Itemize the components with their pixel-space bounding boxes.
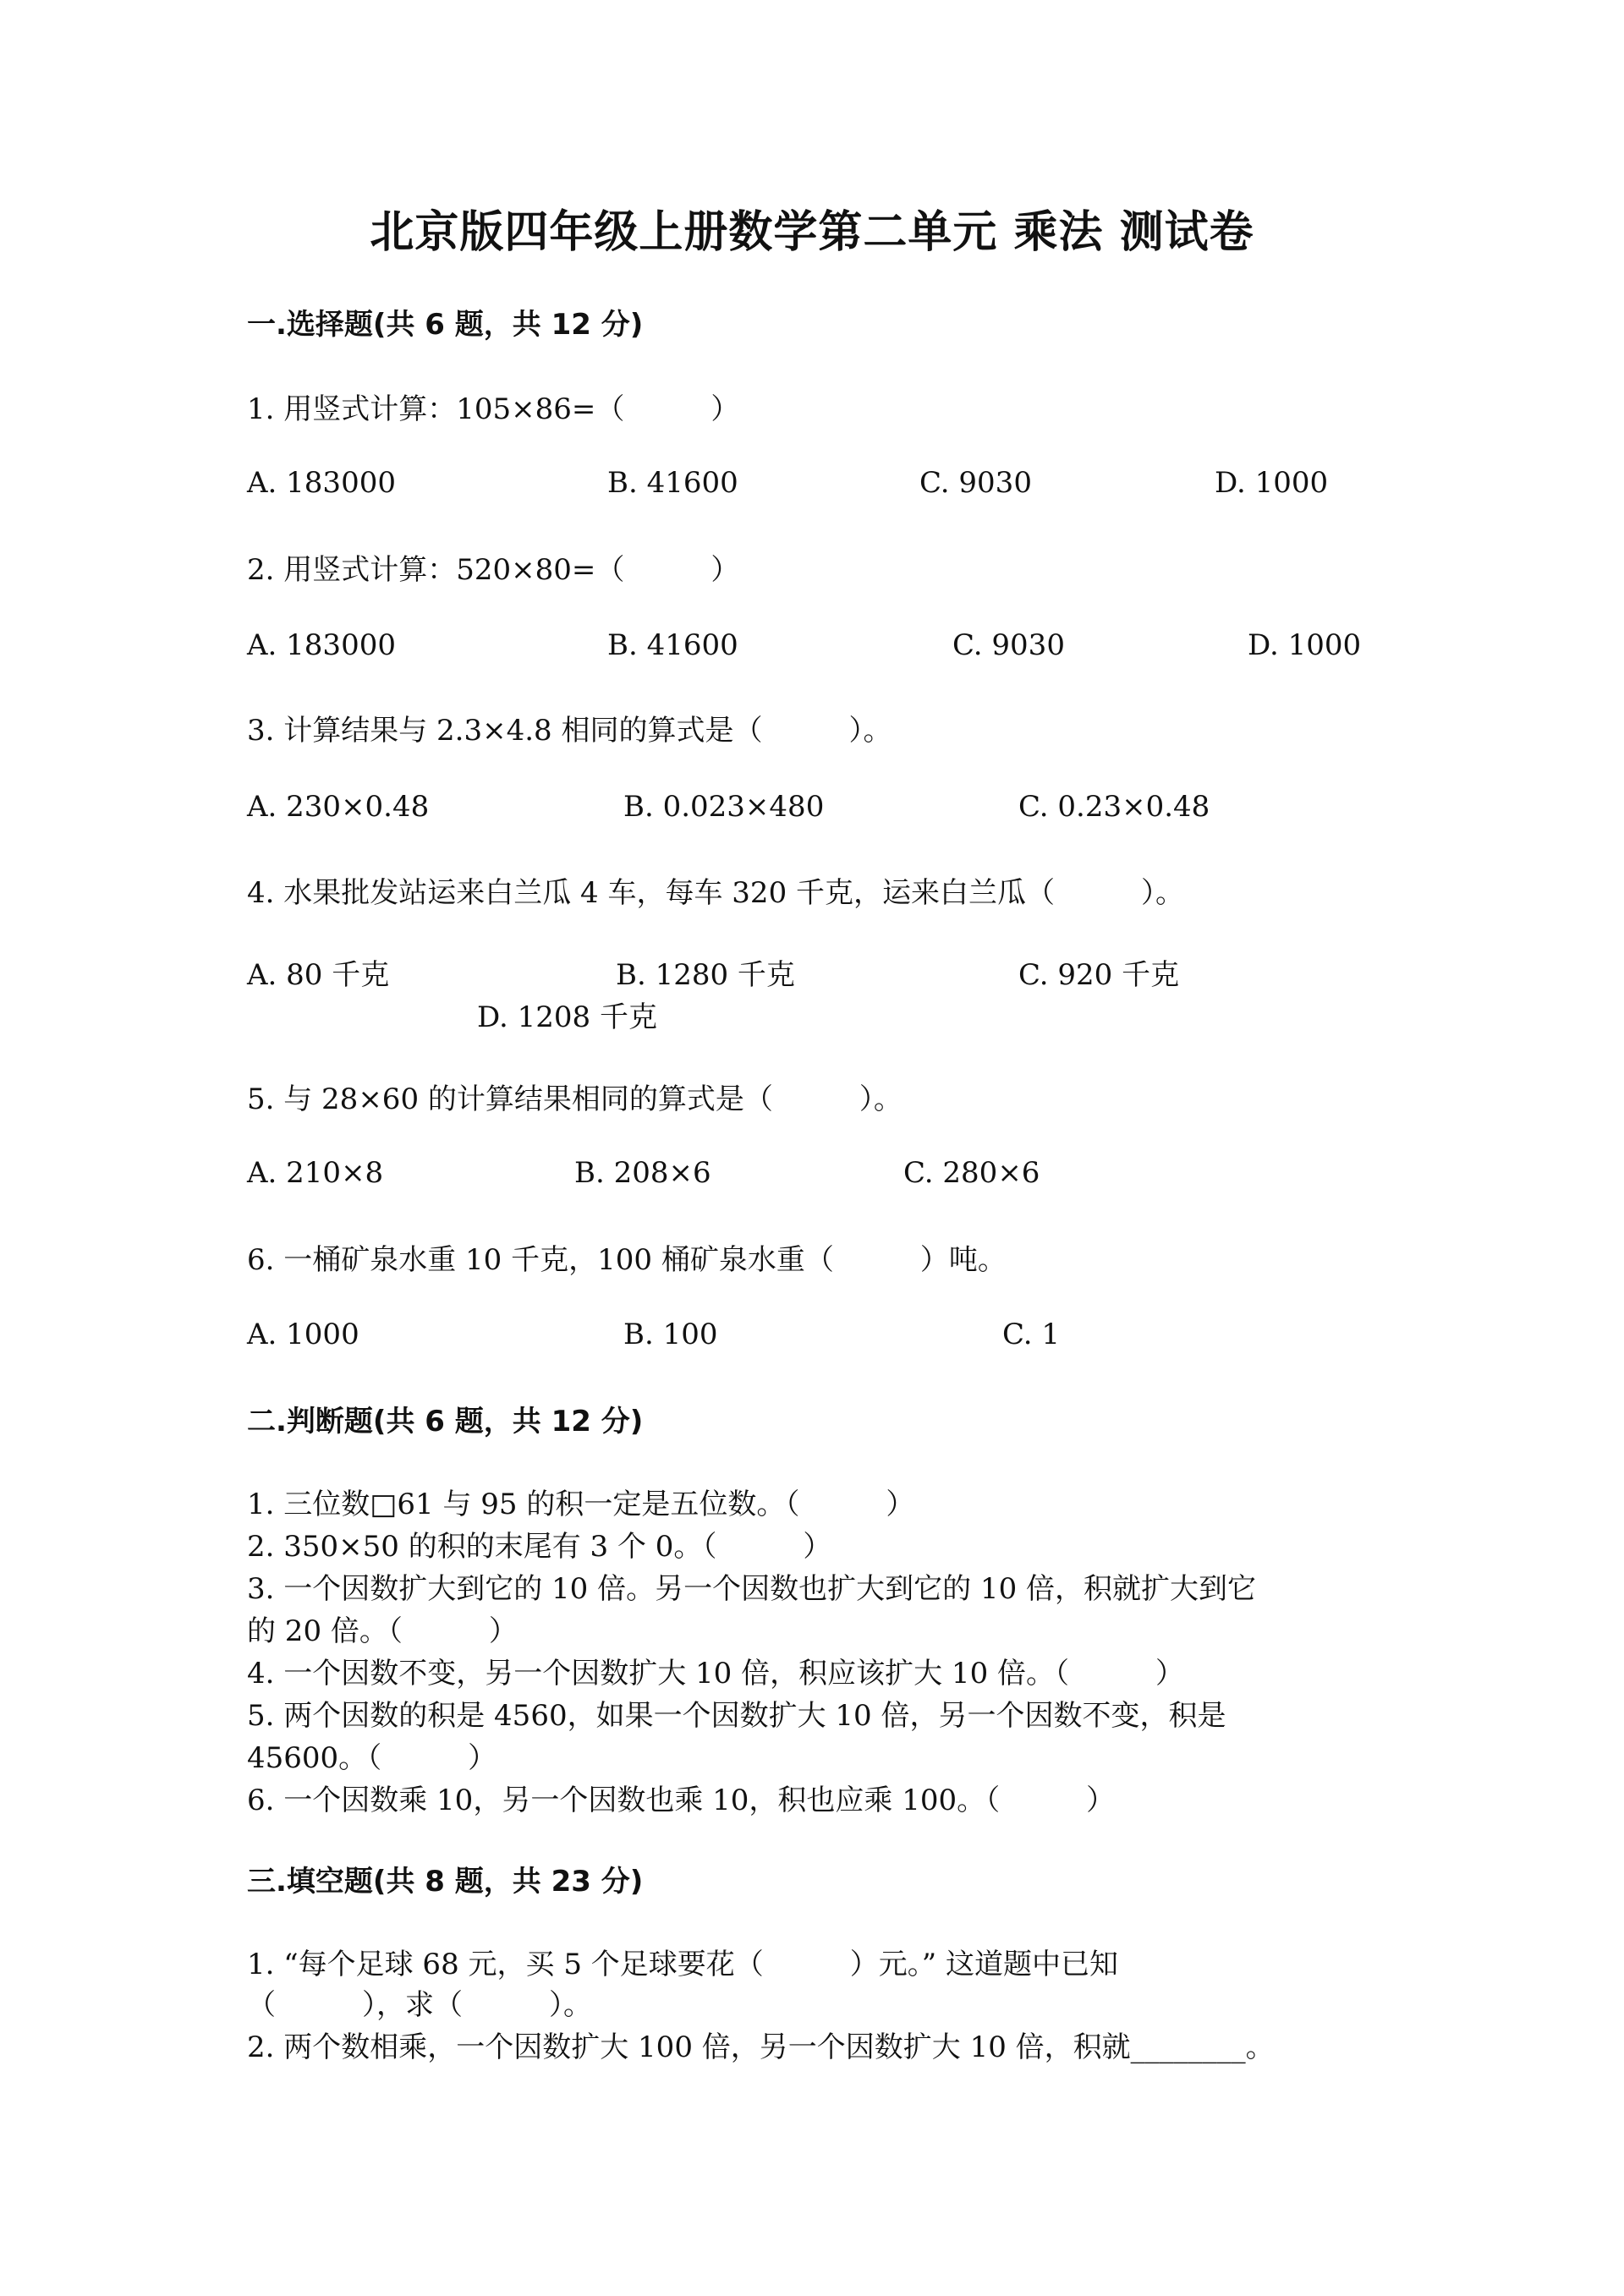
section-choice-heading: 一.选择题(共 6 题，共 12 分)	[247, 308, 644, 342]
fill-q1-line1: 1. “每个足球 68 元，买 5 个足球要花（ ）元。” 这道题中已知	[247, 1948, 1118, 1981]
choice-q1: 1. 用竖式计算：105×86=（ ）	[247, 392, 740, 426]
judge-q6: 6. 一个因数乘 10，另一个因数也乘 10，积也应乘 100。（ ）	[247, 1784, 1116, 1817]
choice-q5-option-b: B. 208×6	[574, 1156, 711, 1190]
choice-q6-option-b: B. 100	[623, 1318, 718, 1351]
page-title: 北京版四年级上册数学第二单元 乘法 测试卷	[370, 207, 1254, 258]
choice-q5: 5. 与 28×60 的计算结果相同的算式是（ ）。	[247, 1082, 903, 1116]
choice-q2: 2. 用竖式计算：520×80=（ ）	[247, 553, 740, 587]
judge-q5-line2: 45600。（ ）	[247, 1741, 497, 1775]
choice-q3: 3. 计算结果与 2.3×4.8 相同的算式是（ ）。	[247, 714, 892, 748]
fill-q2: 2. 两个数相乘，一个因数扩大 100 倍，另一个因数扩大 10 倍，积就________。	[247, 2030, 1275, 2064]
choice-q4: 4. 水果批发站运来白兰瓜 4 车，每车 320 千克，运来白兰瓜（ ）。	[247, 876, 1185, 910]
choice-q1-option-c: C. 9030	[919, 466, 1032, 500]
choice-q4-option-c: C. 920 千克	[1018, 958, 1180, 992]
judge-q2: 2. 350×50 的积的末尾有 3 个 0。（ ）	[247, 1530, 832, 1564]
judge-q3-line2: 的 20 倍。（ ）	[247, 1614, 518, 1648]
choice-q5-option-a: A. 210×8	[247, 1156, 384, 1190]
choice-q5-option-c: C. 280×6	[903, 1156, 1040, 1190]
section-judge-heading: 二.判断题(共 6 题，共 12 分)	[247, 1405, 644, 1438]
choice-q6-option-c: C. 1	[1002, 1318, 1061, 1351]
choice-q4-option-b: B. 1280 千克	[616, 958, 795, 992]
choice-q4-option-a: A. 80 千克	[247, 958, 390, 992]
choice-q2-option-d: D. 1000	[1248, 628, 1362, 662]
choice-q2-option-a: A. 183000	[247, 628, 396, 662]
judge-q5-line1: 5. 两个因数的积是 4560，如果一个因数扩大 10 倍，另一个因数不变，积是	[247, 1699, 1226, 1733]
choice-q4-option-d: D. 1208 千克	[477, 1000, 657, 1034]
judge-q3-line1: 3. 一个因数扩大到它的 10 倍。另一个因数也扩大到它的 10 倍，积就扩大到它	[247, 1572, 1257, 1606]
choice-q6-option-a: A. 1000	[247, 1318, 359, 1351]
choice-q3-option-a: A. 230×0.48	[247, 790, 430, 824]
section-fill-heading: 三.填空题(共 8 题，共 23 分)	[247, 1865, 644, 1899]
choice-q3-option-c: C. 0.23×0.48	[1018, 790, 1210, 824]
choice-q2-option-c: C. 9030	[952, 628, 1065, 662]
choice-q6: 6. 一桶矿泉水重 10 千克，100 桶矿泉水重（ ）吨。	[247, 1243, 1007, 1277]
judge-q4: 4. 一个因数不变，另一个因数扩大 10 倍，积应该扩大 10 倍。（ ）	[247, 1657, 1185, 1690]
choice-q1-option-d: D. 1000	[1215, 466, 1329, 500]
choice-q1-option-b: B. 41600	[607, 466, 738, 500]
choice-q3-option-b: B. 0.023×480	[623, 790, 825, 824]
judge-q1: 1. 三位数□61 与 95 的积一定是五位数。（ ）	[247, 1488, 915, 1521]
choice-q1-option-a: A. 183000	[247, 466, 396, 500]
fill-q1-line2: （ ），求（ ）。	[247, 1988, 592, 2022]
choice-q2-option-b: B. 41600	[607, 628, 738, 662]
